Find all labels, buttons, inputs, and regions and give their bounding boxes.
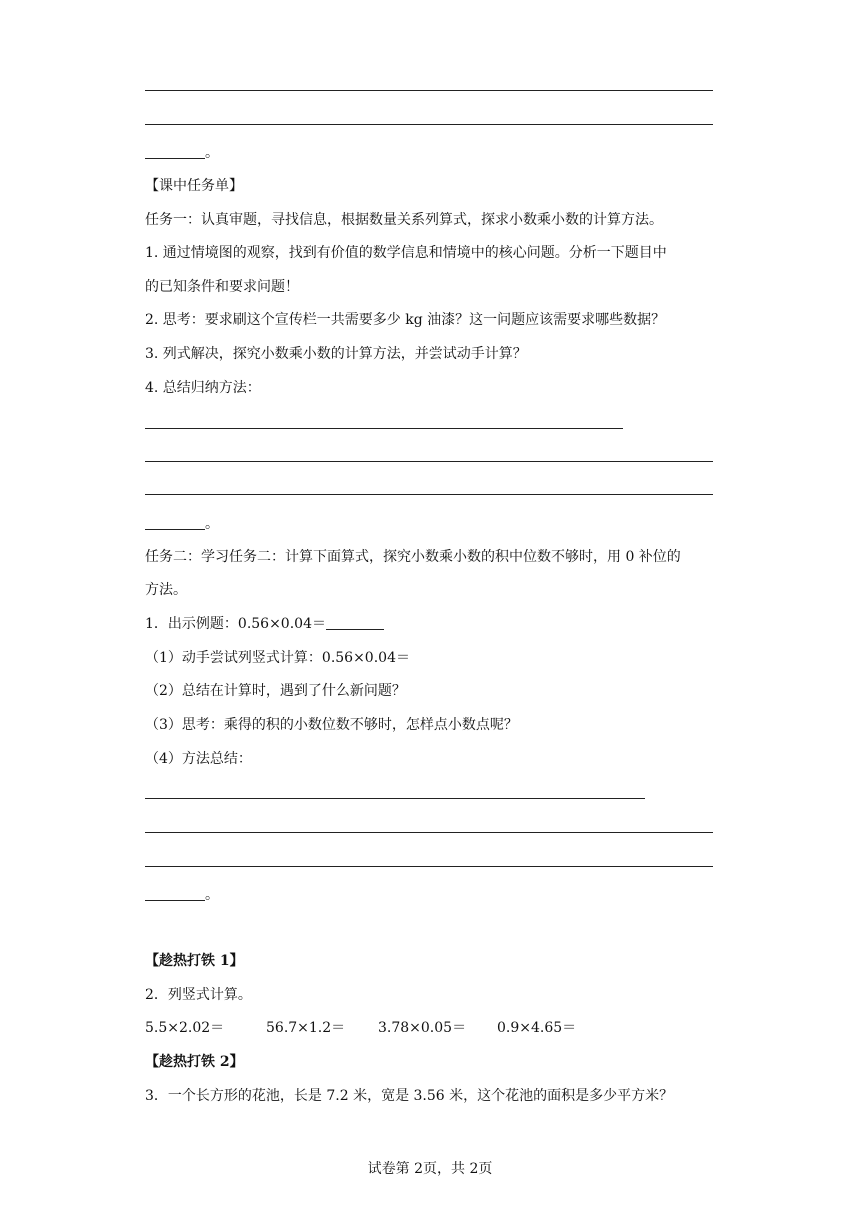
task1-q1-line1: 1. 通过情境图的观察，找到有价值的数学信息和情境中的核心问题。分析一下题目中 <box>145 245 667 261</box>
answer-line <box>145 832 713 833</box>
practice2-question: 3．一个长方形的花池，长是 7.2 米，宽是 3.56 米，这个花池的面积是多少平方米？ <box>145 1088 674 1104</box>
answer-blank <box>145 515 205 530</box>
answer-line <box>145 428 623 429</box>
answer-line <box>145 494 713 495</box>
task2-intro-line1: 任务二：学习任务二：计算下面算式，探究小数乘小数的积中位数不够时，用 0 补位的 <box>145 549 681 565</box>
answer-line <box>145 798 645 799</box>
page-footer: 试卷第 2页，共 2页 <box>367 1161 493 1177</box>
calc-item: 3.78×0.05＝ <box>378 1020 467 1036</box>
answer-line <box>145 461 713 462</box>
answer-end <box>145 514 219 534</box>
task2-example <box>145 614 384 634</box>
task1-q3: 3. 列式解决，探究小数乘小数的计算方法，并尝试动手计算？ <box>145 346 527 362</box>
calc-item: 0.9×4.65＝ <box>497 1020 577 1036</box>
practice1-title: 【趁热打铁 1】 <box>145 953 244 969</box>
answer-line <box>145 90 713 91</box>
calc-item: 56.7×1.2＝ <box>266 1020 346 1036</box>
answer-line <box>145 866 713 867</box>
answer-blank <box>145 144 205 159</box>
calc-item: 5.5×2.02＝ <box>145 1020 225 1036</box>
task2-step4: （4）方法总结： <box>145 751 252 767</box>
answer-blank <box>145 886 205 901</box>
task2-step2: （2）总结在计算时，遇到了什么新问题？ <box>145 683 406 699</box>
task1-intro: 任务一：认真审题，寻找信息，根据数量关系列算式，探求小数乘小数的计算方法。 <box>145 212 663 228</box>
task2-step1: （1）动手尝试列竖式计算：0.56×0.04＝ <box>145 650 410 666</box>
period: 。 <box>205 145 219 161</box>
practice2-title: 【趁热打铁 2】 <box>145 1054 244 1070</box>
section-title: 【课中任务单】 <box>145 178 243 194</box>
answer-end <box>145 143 219 163</box>
answer-line <box>145 124 713 125</box>
answer-end <box>145 885 219 905</box>
task2-intro-line2: 方法。 <box>145 582 187 598</box>
answer-blank <box>326 615 384 630</box>
period: 。 <box>205 887 219 903</box>
task1-q2: 2. 思考：要求刷这个宣传栏一共需要多少 kg 油漆？这一问题应该需要求哪些数据？ <box>145 312 666 328</box>
task2-step3: （3）思考：乘得的积的小数位数不够时，怎样点小数点呢？ <box>145 717 518 733</box>
practice1-question: 2．列竖式计算。 <box>145 987 252 1003</box>
example-text: 1．出示例题：0.56×0.04＝ <box>145 616 326 632</box>
task1-q4: 4. 总结归纳方法： <box>145 380 261 396</box>
task1-q1-line2: 的已知条件和要求问题！ <box>145 279 299 295</box>
period: 。 <box>205 516 219 532</box>
